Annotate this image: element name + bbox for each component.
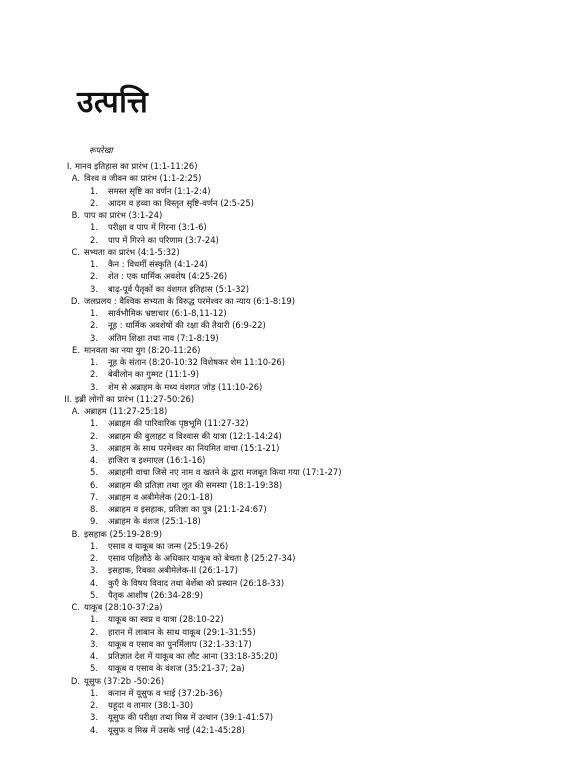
outline-item-number: 1. xyxy=(90,418,98,429)
outline-section xyxy=(62,528,562,540)
outline-item xyxy=(62,687,562,699)
outline-item xyxy=(62,662,562,674)
book-title: उत्पत्ति xyxy=(77,85,149,120)
outline-item-number: 5. xyxy=(90,589,98,600)
outline-section-text: अब्राहम (11:27-25:18) xyxy=(84,406,168,416)
outline-item xyxy=(62,381,562,393)
outline-item xyxy=(62,319,562,331)
outline-item-text: अब्राहमी वाचा जिसे नए नाम व खतने के द्वारा मजबूत किया गया (17:1-27) xyxy=(108,467,342,478)
outline-section-number: C. xyxy=(71,602,80,612)
outline-item-text: याकूब व एसाव के वंशज (35:21-37; 2a) xyxy=(108,663,245,674)
outline-item-text: हारान में लाबान के साथ याकूब (29:1-31:55) xyxy=(108,626,256,637)
outline-item-number: 2. xyxy=(90,430,98,441)
outline-section-text: यूसुफ (37:2b -50:26) xyxy=(84,675,165,686)
outline-item-text: यहूदा व तामार (38:1-30) xyxy=(108,700,194,710)
outline-item-number: 5. xyxy=(90,663,98,674)
outline-item xyxy=(62,613,562,625)
outline-section-number: D. xyxy=(70,295,80,306)
outline-item-text: प्रतिज्ञात देश में याकूब का लौट आना (33:18-35:20) xyxy=(108,651,278,661)
outline-item-number: 3. xyxy=(90,638,98,649)
outline-item-text: इसहाक, रिबका अबीमेलेक-II (26:1-17) xyxy=(108,565,238,576)
outline-item xyxy=(62,589,562,601)
outline-item-text: अब्राहम के वंशज (25:1-18) xyxy=(108,516,201,527)
outline-item xyxy=(62,699,562,711)
outline-item xyxy=(62,564,562,576)
outline-item-text: बाढ़-पूर्व पैतृकों का वंशगत इतिहास (5:1-32) xyxy=(108,283,250,294)
outline-section xyxy=(62,246,562,258)
outline-item xyxy=(62,711,562,723)
outline-section-number: C. xyxy=(71,246,80,257)
outline-item xyxy=(62,503,562,515)
outline-item-number: 2. xyxy=(90,553,98,563)
outline-item xyxy=(62,221,562,233)
outline-item-number: 8. xyxy=(90,504,98,514)
outline-item-number: 2. xyxy=(90,271,98,282)
outline-item-text: आदम व हव्वा का विस्तृत सृष्टि-वर्णन (2:5-25) xyxy=(108,197,254,208)
outline-item-text: परीक्षा व पाप में गिरना (3:1-6) xyxy=(108,222,207,233)
outline-item-number: 1. xyxy=(90,259,98,269)
outline-item-number: 2. xyxy=(90,320,98,331)
outline-item xyxy=(62,197,562,209)
outline-section xyxy=(62,601,562,613)
outline-item-text: एसाव पहिलौठे के अधिकार याकूब को बेचता है (25:27-34) xyxy=(108,553,296,563)
outline-item-number: 4. xyxy=(90,724,98,735)
outline-item-text: शेम से अब्राहम के मध्य वंशगत जोड़ (11:10-26) xyxy=(108,381,263,392)
outline-section-number: A. xyxy=(71,173,80,184)
outline-section-text: याकूब (28:10-37:2a) xyxy=(84,602,163,612)
outline-item-number: 1. xyxy=(90,357,98,367)
outline-item-text: अब्राहम की प्रतिज्ञा तथा लूत की समस्या (18:1-19:38) xyxy=(108,479,283,490)
outline-part-number: I. xyxy=(66,161,72,171)
outline-section xyxy=(62,675,562,687)
outline-item xyxy=(62,479,562,491)
outline-item xyxy=(62,442,562,454)
outline-item-text: यूसुफ व मिस्र में उसके भाई (42:1-45:28) xyxy=(108,724,245,735)
outline-item xyxy=(62,430,562,442)
outline-item xyxy=(62,638,562,650)
outline-section-number: A. xyxy=(71,406,80,416)
outline-section-text: इसहाक (25:19-28:9) xyxy=(84,528,162,539)
outline-section-number: D. xyxy=(70,675,80,686)
outline-section-number: B. xyxy=(71,210,80,220)
outline-section xyxy=(62,344,562,356)
outline-item xyxy=(62,724,562,736)
outline-item-number: 5. xyxy=(90,467,98,478)
outline-item-number: 1. xyxy=(90,308,98,318)
outline-item-number: 7. xyxy=(90,491,98,502)
outline-item-text: एसाव व याकूब का जन्म (25:19-26) xyxy=(108,540,229,551)
outline-section xyxy=(62,405,562,417)
outline-item-number: 1. xyxy=(90,540,98,551)
outline-part xyxy=(62,160,562,172)
outline-item-number: 9. xyxy=(90,516,98,527)
outline-item-text: नूह : धार्मिक अवशेषों की रक्षा की तैयारी (6:9-22) xyxy=(108,320,266,331)
outline-item-text: नूह के संतान (8:20-10:32 विशेषकर शेम 11:10-26) xyxy=(108,357,285,367)
outline-item-text: अब्राहम व अबीमेलेक (20:1-18) xyxy=(108,491,213,502)
outline-item-text: कैन : विधर्मी संस्कृति (4:1-24) xyxy=(108,259,208,269)
outline-item-text: अब्राहम की बुलाहट व विश्वास की यात्रा (12:1-14:24) xyxy=(108,430,282,441)
outline-section xyxy=(62,209,562,221)
outline-item-text: पाप में गिरने का परिणाम (3:7-24) xyxy=(108,234,219,245)
outline-section xyxy=(62,295,562,307)
outline-item-number: 3. xyxy=(90,332,98,343)
outline-item xyxy=(62,454,562,466)
outline-item-text: अब्राहम व इसहाक, प्रतिज्ञा का पुत्र (21:1-24:67) xyxy=(108,504,267,514)
outline-section-text: सभ्यता का प्रारंभ (4:1-5:32) xyxy=(84,246,180,257)
outline-section xyxy=(62,172,562,184)
outline-item-text: यूसुफ की परीक्षा तथा मिस्र में उत्थान (39:1-41:57) xyxy=(108,712,273,723)
outline-item-text: याकूब व एसाव का पुनर्मिलाप (32:1-33:17) xyxy=(108,638,252,649)
outline-item-number: 2. xyxy=(90,197,98,208)
outline-item-text: बेबीलोन का गुम्मट (11:1-9) xyxy=(108,369,199,380)
outline-item-text: कनान में यूसुफ व भाई (37:2b-36) xyxy=(108,687,223,698)
outline-item xyxy=(62,270,562,282)
outline-item-number: 3. xyxy=(90,712,98,723)
outline-item-number: 1. xyxy=(90,687,98,698)
outline-item xyxy=(62,466,562,478)
outline-item-text: पैतृक आशीष (26:34-28:9) xyxy=(108,589,204,600)
outline-section-text: जलप्रलय : वैश्विक सभ्यता के विरुद्ध परमेश्वर का न्याय (6:1-8:19) xyxy=(84,295,295,306)
outline-item-text: याकूब का स्वप्न व यात्रा (28:10-22) xyxy=(108,614,224,625)
outline-item xyxy=(62,283,562,295)
outline-item-text: शेत : एक धार्मिक अवशेष (4:25-26) xyxy=(108,271,228,282)
outline-item-number: 1. xyxy=(90,614,98,625)
outline-part-text: इब्री लोगों का प्रारंभ (11:27-50:26) xyxy=(75,393,195,404)
outline-item-text: अंतिम शिक्षा तथा नाव (7:1-8:19) xyxy=(108,332,219,343)
outline-section-number: E. xyxy=(72,344,80,355)
outline-item-text: अब्राहम के साथ परमेश्वर का नियमित वाचा (15:1-21) xyxy=(108,442,280,453)
outline-item-number: 2. xyxy=(90,234,98,245)
outline-item xyxy=(62,650,562,662)
outline-item-number: 6. xyxy=(90,479,98,490)
outline-part xyxy=(62,393,562,405)
outline-item xyxy=(62,491,562,503)
outline-item xyxy=(62,552,562,564)
outline-item xyxy=(62,515,562,527)
outline-item-number: 3. xyxy=(90,381,98,392)
outline-part-number: II. xyxy=(64,393,72,404)
outline-item-number: 4. xyxy=(90,577,98,588)
outline-section-text: मानवता का नया युग (8:20-11:26) xyxy=(84,344,201,355)
outline-item xyxy=(62,417,562,429)
outline-item xyxy=(62,234,562,246)
outline-item-number: 1. xyxy=(90,222,98,233)
outline-list xyxy=(62,160,562,736)
outline-item-text: सार्वभौमिक भ्रष्टाचार (6:1-8,11-12) xyxy=(108,308,227,318)
outline-item-number: 4. xyxy=(90,455,98,465)
outline-item xyxy=(62,356,562,368)
outline-item-text: कुएँ के विषय विवाद तथा बेर्शेबा को प्रस्थान (26:18-33) xyxy=(108,577,285,588)
outline-heading: रूपरेखा xyxy=(89,145,113,155)
outline-item xyxy=(62,540,562,552)
outline-item xyxy=(62,258,562,270)
outline-part-text: मानव इतिहास का प्रारंभ (1:1-11:26) xyxy=(75,161,198,171)
outline-item xyxy=(62,332,562,344)
outline-item-number: 1. xyxy=(90,185,98,196)
outline-item-number: 3. xyxy=(90,283,98,294)
outline-item-number: 3. xyxy=(90,442,98,453)
outline-item-text: हाजिरा व इश्माएल (16:1-16) xyxy=(108,455,206,465)
outline-item-number: 3. xyxy=(90,565,98,576)
outline-item-number: 2. xyxy=(90,369,98,380)
outline-item-text: समस्त सृष्टि का वर्णन (1:1-2:4) xyxy=(108,185,211,196)
outline-item xyxy=(62,185,562,197)
outline-section-text: विश्व व जीवन का प्रारंभ (1:1-2:25) xyxy=(84,173,202,184)
outline-item-number: 2. xyxy=(90,626,98,637)
outline-item-number: 4. xyxy=(90,651,98,661)
outline-item xyxy=(62,368,562,380)
outline-item-text: अब्राहम की पारिवारिक पृष्ठभूमि (11:27-32) xyxy=(108,418,249,429)
outline-section-text: पाप का प्रारंभ (3:1-24) xyxy=(84,210,163,220)
outline-section-number: B. xyxy=(71,528,80,539)
outline-item xyxy=(62,577,562,589)
outline-item xyxy=(62,307,562,319)
outline-item xyxy=(62,626,562,638)
outline-item-number: 2. xyxy=(90,700,98,710)
